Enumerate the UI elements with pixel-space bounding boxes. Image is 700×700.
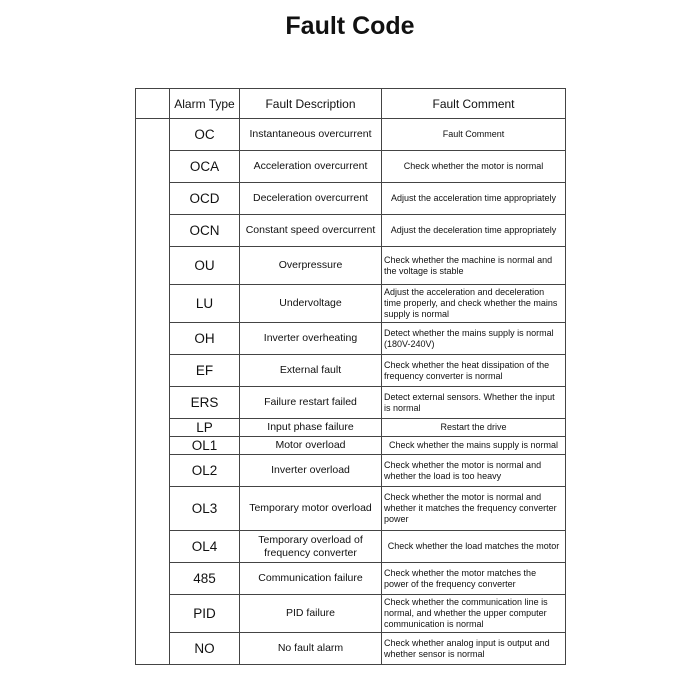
alarm-type-cell: OL2 [170, 455, 240, 487]
fault-description-cell: Overpressure [240, 247, 382, 285]
fault-comment-cell: Check whether the motor is normal and whether it matches the frequency converter power [382, 487, 566, 531]
fault-comment-cell: Detect whether the mains supply is normal (180V-240V) [382, 323, 566, 355]
alarm-type-cell: OC [170, 119, 240, 151]
fault-comment-cell: Check whether analog input is output and whether sensor is normal [382, 633, 566, 665]
fault-description-cell: Acceleration overcurrent [240, 151, 382, 183]
fault-comment-cell: Adjust the acceleration and deceleration time properly, and check whether the mains supply is normal [382, 285, 566, 323]
table-row [136, 387, 566, 419]
fault-comment-cell: Check whether the machine is normal and the voltage is stable [382, 247, 566, 285]
fault-code-table [135, 88, 566, 665]
fault-description-cell: PID failure [240, 595, 382, 633]
fault-comment-cell: Check whether the heat dissipation of the frequency converter is normal [382, 355, 566, 387]
table-row [136, 531, 566, 563]
table-row [136, 285, 566, 323]
table-row [136, 437, 566, 455]
fault-comment-cell: Detect external sensors. Whether the input is normal [382, 387, 566, 419]
fault-description-cell: Temporary overload of frequency converter [240, 531, 382, 563]
fault-description-cell: Deceleration overcurrent [240, 183, 382, 215]
table-row [136, 323, 566, 355]
table-row [136, 215, 566, 247]
alarm-type-cell: LU [170, 285, 240, 323]
fault-description-cell: Motor overload [240, 437, 382, 455]
alarm-type-cell: OU [170, 247, 240, 285]
fault-description-cell: Input phase failure [240, 419, 382, 437]
fault-description-cell: Temporary motor overload [240, 487, 382, 531]
alarm-type-cell: OL1 [170, 437, 240, 455]
alarm-type-cell: LP [170, 419, 240, 437]
fault-description-cell: Instantaneous overcurrent [240, 119, 382, 151]
fault-comment-cell: Check whether the mains supply is normal [382, 437, 566, 455]
header-row [136, 89, 566, 119]
table-row [136, 633, 566, 665]
fault-comment-cell: Fault Comment [382, 119, 566, 151]
alarm-type-cell: OL3 [170, 487, 240, 531]
alarm-type-cell: PID [170, 595, 240, 633]
table-row [136, 247, 566, 285]
table-row [136, 419, 566, 437]
table-row [136, 355, 566, 387]
alarm-type-cell: OCN [170, 215, 240, 247]
fault-comment-cell: Check whether the motor is normal [382, 151, 566, 183]
fault-description-cell: Inverter overheating [240, 323, 382, 355]
header-fault-description: Fault Description [240, 89, 382, 119]
header-fault-comment: Fault Comment [382, 89, 566, 119]
fault-description-cell: Undervoltage [240, 285, 382, 323]
fault-comment-cell: Check whether the motor is normal and whether the load is too heavy [382, 455, 566, 487]
fault-description-cell: Inverter overload [240, 455, 382, 487]
fault-description-cell: Communication failure [240, 563, 382, 595]
header-blank [136, 89, 170, 119]
fault-description-cell: External fault [240, 355, 382, 387]
blank-column-cell [136, 119, 170, 665]
table-row [136, 151, 566, 183]
fault-comment-cell: Adjust the deceleration time appropriately [382, 215, 566, 247]
alarm-type-cell: ERS [170, 387, 240, 419]
alarm-type-cell: NO [170, 633, 240, 665]
alarm-type-cell: OCD [170, 183, 240, 215]
page-title: Fault Code [285, 12, 415, 40]
table-row [136, 119, 566, 151]
table-row [136, 455, 566, 487]
fault-description-cell: Constant speed overcurrent [240, 215, 382, 247]
fault-comment-cell: Adjust the acceleration time appropriately [382, 183, 566, 215]
alarm-type-cell: OH [170, 323, 240, 355]
alarm-type-cell: EF [170, 355, 240, 387]
table-row [136, 563, 566, 595]
fault-comment-cell: Check whether the load matches the motor [382, 531, 566, 563]
fault-comment-cell: Check whether the motor matches the power of the frequency converter [382, 563, 566, 595]
table-row [136, 183, 566, 215]
table-row [136, 595, 566, 633]
alarm-type-cell: OL4 [170, 531, 240, 563]
table-body [136, 119, 566, 665]
alarm-type-cell: 485 [170, 563, 240, 595]
fault-comment-cell: Restart the drive [382, 419, 566, 437]
fault-description-cell: Failure restart failed [240, 387, 382, 419]
header-alarm-type: Alarm Type [170, 89, 240, 119]
table-row [136, 487, 566, 531]
alarm-type-cell: OCA [170, 151, 240, 183]
fault-description-cell: No fault alarm [240, 633, 382, 665]
fault-comment-cell: Check whether the communication line is normal, and whether the upper computer communication is normal [382, 595, 566, 633]
